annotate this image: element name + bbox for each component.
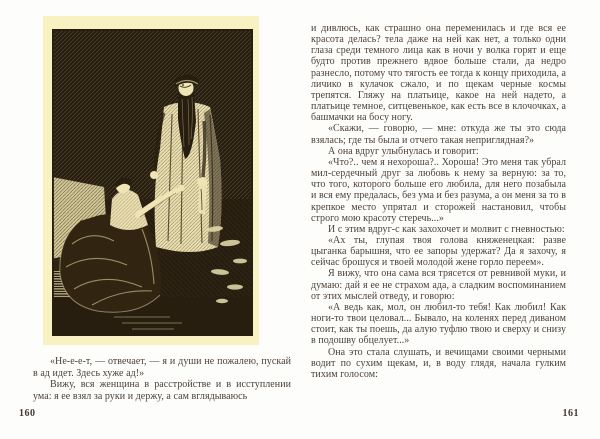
paragraph: «Скажи, — говорю, — мне: откуда же ты это сюда взялась; где ты была и отчего такая неприглядная?» — [311, 123, 566, 146]
right-page-text — [311, 23, 566, 380]
paragraph: «Ах ты, глупая твоя голова княженецкая: разве цыганка барышня, что ее запоры удержат? Да я захочу, я сейчас брошуся и твоей молодой жене горло переем». — [311, 234, 566, 269]
paragraph: Я вижу, что она сама вся трясется от ревнивой муки, и думаю: дай я ее не страхом ада, а сладким воспоминанием от этих мыслей отведу, и говорю: — [311, 268, 566, 302]
woodcut-image — [52, 29, 253, 336]
paragraph: «А ведь как, мол, он любил-то тебя! Как любил! Как ноги-то твои целовал... Бывало, на коленях перед диваном стоит, как ты поешь, да алую туфлю твою и сверху и снизу в подошву обцелует...» — [311, 301, 566, 347]
page-number-left: 160 — [19, 408, 36, 419]
paragraph: «Не-е-е-т, — отвечает, — я и души не пожалею, пускай в ад идет. Здесь хуже ад!» — [33, 356, 291, 379]
page-number-right: 161 — [562, 408, 579, 419]
left-page-text — [33, 356, 291, 402]
paragraph: «Что?.. чем я нехороша?.. Хороша! Это меня так убрал мил-сердечный друг за любовь к нему за верную: за то, что того, которого больше его любила, для него позабыла и вся ему предалась, без ума и без разума, а он меня за то в крепкое место упрятал и сторожей настановил, чтобы строго мою красоту стеречь...» — [311, 156, 566, 224]
woodcut-illustration — [43, 16, 259, 345]
paragraph: и дивлюсь, как страшно она переменилась и где вся ее красота делась? тела даже на ней как нет, а только одни глаза среди темного лица как в ночи у волка горят и еще будто против прежнего вдвое больше стали, да недро разнесло, потому что тягость ее тогда к концу приходила, а личико в кулачок сжало, и по щекам черные космы трепятся. Гляжу на платьице, какое на ней надето, а платьице темное, ситцевенькое, как есть все в клочочках, а башмачки на босу ногу. — [311, 23, 566, 124]
paragraph: И с этим вдруг-с как захохочет и молвит с гневностью: — [328, 223, 565, 235]
paragraph: Она это стала слушать, и вечищами своими черными водит по сухим щекам, и, в воду глядя, начала гулким тихим голосом: — [311, 346, 566, 380]
right-page — [300, 0, 600, 439]
paragraph: Вижу, вся женщина в расстройстве и в исступлении ума: я ее взял за руки и держу, а сам вглядываюсь — [33, 379, 291, 402]
paragraph: А она вдруг улыбнулась и говорит: — [328, 145, 479, 157]
